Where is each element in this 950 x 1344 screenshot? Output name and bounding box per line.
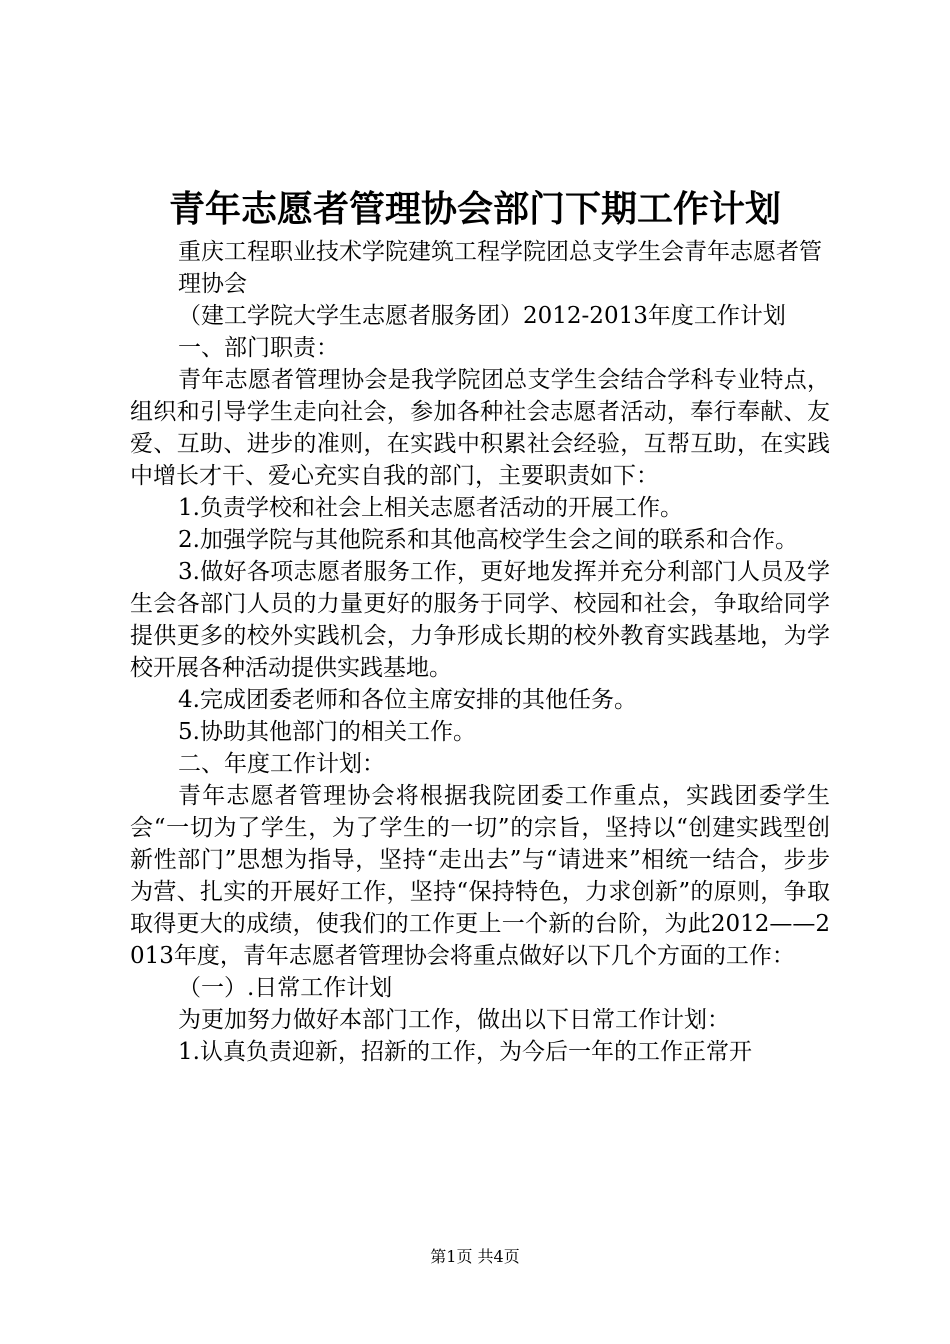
list-item: 5.协助其他部门的相关工作。: [178, 719, 476, 745]
page-footer: 第1页 共4页: [430, 1247, 520, 1266]
list-item: 1.负责学校和社会上相关志愿者活动的开展工作。: [178, 495, 683, 521]
body-paragraph: （建工学院大学生志愿者服务团）2012-2013年度工作计划: [178, 303, 786, 329]
body-paragraph: 理协会: [178, 271, 247, 297]
document-title: 青年志愿者管理协会部门下期工作计划: [168, 188, 781, 230]
list-item: 4.完成团委老师和各位主席安排的其他任务。: [178, 687, 637, 713]
body-paragraph: 青年志愿者管理协会将根据我院团委工作重点，实践团委学生会“一切为了学生，为了学生的一切”的宗旨，坚持以“创建实践型创新性部门”思想为指导，坚持“走出去”与“请进来”相统一结合，步步为营、扎实的开展好工作，坚持“保持特色，力求创新”的原则，争取取得更大的成绩，使我们的工作更上一个新的台阶，为此2012——2013年度，青年志愿者管理协会将重点做好以下几个方面的工作：: [130, 783, 830, 969]
list-item: 3.做好各项志愿者服务工作，更好地发挥并充分利部门人员及学生会各部门人员的力量更好的服务于同学、校园和社会，争取给同学提供更多的校外实践机会，力争形成长期的校外教育实践基地，为学校开展各种活动提供实践基地。: [130, 559, 830, 681]
subsection-heading: （一）.日常工作计划: [178, 975, 393, 1001]
list-item: 2.加强学院与其他院系和其他高校学生会之间的联系和合作。: [178, 527, 798, 553]
section-heading: 一、部门职责：: [178, 335, 339, 361]
document-body: [130, 236, 830, 1068]
list-item: 1.认真负责迎新，招新的工作，为今后一年的工作正常开: [178, 1039, 752, 1065]
section-heading: 二、年度工作计划：: [178, 751, 385, 777]
body-paragraph: 青年志愿者管理协会是我学院团总支学生会结合学科专业特点，组织和引导学生走向社会，参加各种社会志愿者活动，奉行奉献、友爱、互助、进步的准则，在实践中积累社会经验，互帮互助，在实践中增长才干、爱心充实自我的部门，主要职责如下：: [130, 367, 830, 489]
body-paragraph: 为更加努力做好本部门工作，做出以下日常工作计划：: [178, 1007, 730, 1033]
body-paragraph: 重庆工程职业技术学院建筑工程学院团总支学生会青年志愿者管: [178, 239, 822, 265]
